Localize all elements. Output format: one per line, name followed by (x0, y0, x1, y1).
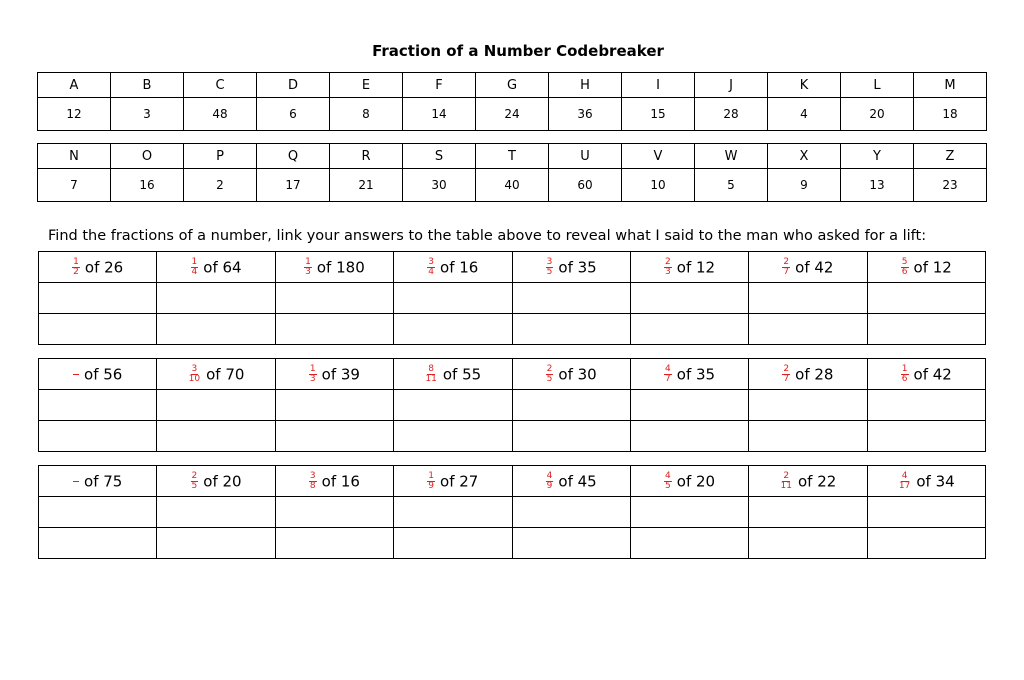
answer-row (39, 497, 986, 528)
fraction-denominator: 7 (783, 373, 790, 384)
code-letter-cell: S (403, 144, 476, 169)
answer-cell[interactable] (394, 528, 512, 559)
code-letter-cell: G (476, 73, 549, 98)
answer-cell[interactable] (512, 497, 630, 528)
question-text: of 45 (558, 472, 597, 490)
answer-cell[interactable] (275, 528, 393, 559)
question-cell (394, 466, 512, 497)
code-number-cell: 28 (695, 98, 768, 131)
fraction-numerator: 2 (783, 363, 790, 374)
answer-cell[interactable] (749, 283, 867, 314)
fraction-numerator (73, 374, 79, 375)
code-letter-cell: L (841, 73, 914, 98)
answer-cell[interactable] (157, 314, 275, 345)
question-cell (867, 252, 985, 283)
code-number-cell: 15 (622, 98, 695, 131)
code-letter-cell: R (330, 144, 403, 169)
question-cell (630, 359, 748, 390)
question-text: of 35 (558, 258, 597, 276)
fraction (664, 472, 672, 491)
question-cell (39, 252, 157, 283)
code-letter-cell: T (476, 144, 549, 169)
code-number-cell: 12 (38, 98, 111, 131)
code-letter-cell: N (38, 144, 111, 169)
answer-cell[interactable] (157, 421, 275, 452)
answer-cell[interactable] (749, 497, 867, 528)
fraction-numerator: 1 (901, 363, 908, 374)
answer-cell[interactable] (39, 421, 157, 452)
answer-cell[interactable] (630, 497, 748, 528)
code-letter-cell: D (257, 73, 330, 98)
answer-cell[interactable] (630, 390, 748, 421)
fraction-denominator: 7 (783, 266, 790, 277)
code-letter-cell: H (549, 73, 622, 98)
fraction-numerator: 2 (546, 363, 553, 374)
fraction-denominator: 5 (546, 266, 553, 277)
question-cell (157, 466, 275, 497)
fraction (546, 472, 554, 491)
code-letter-cell: F (403, 73, 476, 98)
question-text: of 70 (206, 365, 245, 383)
question-row (39, 466, 986, 497)
code-number-cell: 8 (330, 98, 403, 131)
answer-cell[interactable] (394, 390, 512, 421)
question-text: of 28 (795, 365, 834, 383)
code-letter-cell: I (622, 73, 695, 98)
question-cell (157, 252, 275, 283)
question-text: of 22 (798, 472, 837, 490)
code-letters-row (38, 144, 987, 169)
code-number-cell: 40 (476, 169, 549, 202)
fraction-numerator: 3 (546, 256, 553, 267)
code-number-cell: 21 (330, 169, 403, 202)
fraction-numerator: 5 (901, 256, 908, 267)
code-number-cell: 13 (841, 169, 914, 202)
fraction (73, 481, 79, 482)
answer-row (39, 528, 986, 559)
question-text: of 180 (316, 258, 365, 276)
code-number-cell: 6 (257, 98, 330, 131)
fraction-denominator: 8 (309, 480, 316, 491)
answer-cell[interactable] (867, 421, 985, 452)
answer-cell[interactable] (157, 390, 275, 421)
answer-cell[interactable] (157, 283, 275, 314)
answer-cell[interactable] (275, 314, 393, 345)
fraction-numerator: 4 (546, 470, 553, 481)
fraction-numerator: 1 (191, 256, 198, 267)
fraction-denominator: 9 (546, 480, 553, 491)
question-cell (512, 359, 630, 390)
code-number-cell: 4 (768, 98, 841, 131)
answer-cell[interactable] (749, 390, 867, 421)
answer-cell[interactable] (275, 497, 393, 528)
question-text: of 12 (676, 258, 716, 276)
question-table-2 (38, 358, 986, 452)
code-letter-cell: U (549, 144, 622, 169)
question-cell (867, 359, 985, 390)
fraction-denominator: 3 (305, 266, 311, 277)
answer-cell[interactable] (394, 497, 512, 528)
answer-cell[interactable] (157, 497, 275, 528)
code-letter-cell: B (111, 73, 184, 98)
code-letter-cell: V (622, 144, 695, 169)
code-letter-cell: P (184, 144, 257, 169)
answer-cell[interactable] (749, 528, 867, 559)
question-text: of 20 (203, 472, 242, 490)
question-cell (512, 252, 630, 283)
answer-cell[interactable] (867, 283, 985, 314)
code-number-cell: 16 (111, 169, 184, 202)
answer-cell[interactable] (512, 314, 630, 345)
code-letters-row (38, 73, 987, 98)
fraction-denominator: 3 (665, 266, 671, 277)
fraction-numerator: 8 (428, 363, 435, 374)
code-numbers-row (38, 98, 987, 131)
fraction-denominator: 6 (901, 266, 908, 277)
question-cell (275, 466, 393, 497)
question-text: of 42 (913, 365, 952, 383)
answer-cell[interactable] (275, 283, 393, 314)
fraction-denominator: 4 (191, 266, 198, 277)
answer-cell[interactable] (512, 421, 630, 452)
answer-cell[interactable] (867, 528, 985, 559)
answer-cell[interactable] (394, 283, 512, 314)
fraction (780, 472, 793, 491)
code-number-cell: 23 (914, 169, 987, 202)
question-cell (867, 466, 985, 497)
fraction-denominator: 11 (425, 373, 437, 384)
question-cell (749, 252, 867, 283)
fraction (664, 365, 672, 384)
code-numbers-row (38, 169, 987, 202)
fraction-numerator: 3 (309, 470, 316, 481)
question-text: of 26 (84, 258, 124, 276)
code-number-cell: 30 (403, 169, 476, 202)
fraction (782, 258, 790, 277)
fraction-denominator: 17 (898, 480, 911, 491)
code-letter-cell: A (38, 73, 111, 98)
fraction (901, 365, 909, 384)
question-text: of 35 (676, 365, 716, 383)
answer-cell[interactable] (39, 283, 157, 314)
fraction-numerator: 2 (191, 470, 198, 481)
fraction-numerator: 4 (901, 470, 908, 481)
code-letter-cell: K (768, 73, 841, 98)
fraction-denominator: 5 (665, 480, 671, 491)
question-cell (630, 466, 748, 497)
answer-row (39, 314, 986, 345)
fraction-denominator: 10 (188, 373, 201, 384)
question-cell (630, 252, 748, 283)
answer-cell[interactable] (39, 497, 157, 528)
question-table-1 (38, 251, 986, 345)
answer-cell[interactable] (275, 390, 393, 421)
question-cell (275, 252, 393, 283)
answer-cell[interactable] (867, 314, 985, 345)
code-number-cell: 14 (403, 98, 476, 131)
fraction-denominator: 5 (191, 480, 198, 491)
answer-cell[interactable] (630, 528, 748, 559)
question-text: of 55 (442, 365, 482, 383)
fraction-denominator: 4 (428, 266, 435, 277)
question-row (39, 252, 986, 283)
fraction (191, 472, 199, 491)
answer-cell[interactable] (512, 528, 630, 559)
fraction-numerator: 3 (191, 363, 198, 374)
answer-cell[interactable] (630, 314, 748, 345)
code-table-n-to-z (37, 143, 987, 202)
fraction (424, 365, 437, 384)
worksheet-title: Fraction of a Number Codebreaker (372, 42, 664, 60)
fraction-denominator: 2 (73, 266, 79, 277)
fraction (782, 365, 790, 384)
question-text: of 56 (84, 365, 123, 384)
answer-row (39, 283, 986, 314)
fraction (73, 374, 79, 375)
fraction (191, 258, 199, 277)
fraction-numerator: 1 (73, 256, 79, 267)
fraction (304, 258, 312, 277)
question-text: of 27 (440, 472, 479, 490)
question-text: of 34 (916, 472, 955, 490)
fraction-denominator: 7 (665, 373, 671, 384)
fraction-denominator: 5 (546, 373, 553, 384)
question-cell (39, 359, 157, 390)
question-text: of 20 (676, 472, 716, 490)
question-text: of 75 (84, 472, 123, 491)
question-text: of 16 (440, 258, 479, 276)
fraction-numerator: 2 (665, 256, 671, 267)
answer-cell[interactable] (394, 421, 512, 452)
question-text: of 16 (321, 472, 360, 490)
fraction (188, 365, 201, 384)
fraction-numerator: 4 (665, 363, 671, 374)
question-cell (394, 252, 512, 283)
code-number-cell: 10 (622, 169, 695, 202)
fraction-numerator (73, 481, 79, 482)
answer-cell[interactable] (394, 314, 512, 345)
question-cell (749, 359, 867, 390)
question-table-3 (38, 465, 986, 559)
answer-cell[interactable] (630, 421, 748, 452)
fraction (664, 258, 672, 277)
question-text: of 30 (558, 365, 597, 383)
fraction (309, 472, 317, 491)
fraction (546, 258, 554, 277)
code-number-cell: 17 (257, 169, 330, 202)
question-text: of 42 (795, 258, 834, 276)
answer-cell[interactable] (157, 528, 275, 559)
fraction (901, 258, 909, 277)
fraction-denominator: 9 (428, 480, 435, 491)
code-number-cell: 18 (914, 98, 987, 131)
answer-cell[interactable] (275, 421, 393, 452)
question-cell (394, 359, 512, 390)
answer-cell[interactable] (512, 390, 630, 421)
answer-cell[interactable] (512, 283, 630, 314)
fraction (546, 365, 554, 384)
code-number-cell: 3 (111, 98, 184, 131)
question-row (39, 359, 986, 390)
fraction (427, 472, 435, 491)
fraction-numerator: 2 (783, 470, 790, 481)
code-letter-cell: Z (914, 144, 987, 169)
answer-cell[interactable] (630, 283, 748, 314)
fraction-numerator: 1 (428, 470, 435, 481)
fraction-numerator: 4 (665, 470, 671, 481)
answer-cell[interactable] (39, 528, 157, 559)
code-letter-cell: C (184, 73, 257, 98)
code-letter-cell: X (768, 144, 841, 169)
code-letter-cell: M (914, 73, 987, 98)
question-cell (749, 466, 867, 497)
code-letter-cell: Y (841, 144, 914, 169)
answer-row (39, 421, 986, 452)
fraction-numerator: 1 (305, 256, 311, 267)
code-number-cell: 5 (695, 169, 768, 202)
answer-row (39, 390, 986, 421)
code-letter-cell: O (111, 144, 184, 169)
answer-cell[interactable] (39, 314, 157, 345)
fraction-denominator: 3 (309, 373, 316, 384)
fraction (72, 258, 80, 277)
code-letter-cell: J (695, 73, 768, 98)
fraction-numerator: 1 (309, 363, 316, 374)
fraction-denominator: 6 (901, 373, 908, 384)
code-number-cell: 36 (549, 98, 622, 131)
code-letter-cell: Q (257, 144, 330, 169)
code-number-cell: 48 (184, 98, 257, 131)
answer-cell[interactable] (867, 497, 985, 528)
code-number-cell: 7 (38, 169, 111, 202)
code-number-cell: 60 (549, 169, 622, 202)
code-number-cell: 24 (476, 98, 549, 131)
code-number-cell: 9 (768, 169, 841, 202)
question-cell (275, 359, 393, 390)
fraction-numerator: 3 (428, 256, 435, 267)
answer-cell[interactable] (39, 390, 157, 421)
question-text: of 12 (913, 258, 952, 276)
answer-cell[interactable] (749, 421, 867, 452)
code-letter-cell: E (330, 73, 403, 98)
instructions-text: Find the fractions of a number, link your answers to the table above to reveal what I said to the man who asked for a lift: (48, 228, 927, 244)
fraction-denominator: 11 (780, 480, 792, 491)
fraction-numerator: 2 (783, 256, 790, 267)
question-cell (39, 466, 157, 497)
code-number-cell: 2 (184, 169, 257, 202)
fraction (898, 472, 911, 491)
answer-cell[interactable] (749, 314, 867, 345)
fraction (427, 258, 435, 277)
question-text: of 39 (321, 365, 360, 383)
answer-cell[interactable] (867, 390, 985, 421)
fraction (309, 365, 317, 384)
question-cell (512, 466, 630, 497)
question-text: of 64 (203, 258, 242, 276)
code-table-a-to-m (37, 72, 987, 131)
code-number-cell: 20 (841, 98, 914, 131)
code-letter-cell: W (695, 144, 768, 169)
question-cell (157, 359, 275, 390)
